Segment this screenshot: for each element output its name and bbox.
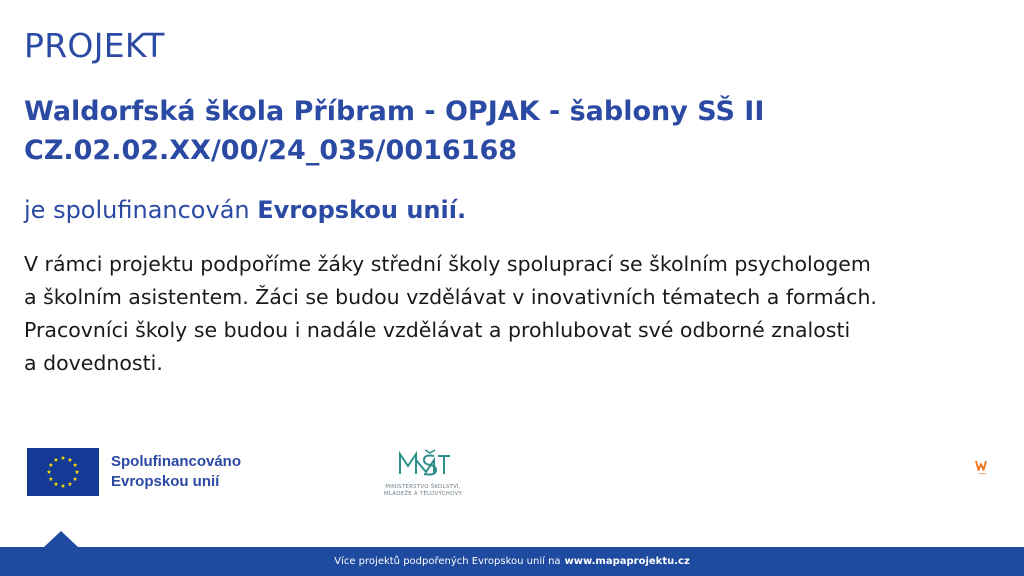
eu-flag-icon	[27, 448, 99, 496]
eu-star-icon	[68, 457, 73, 461]
eu-star-icon	[73, 463, 78, 467]
description-line: a dovednosti.	[24, 351, 163, 375]
msmt-caption-line: MINISTERSTVO ŠKOLSTVÍ,	[385, 484, 461, 490]
cofinancing-emphasis: Evropskou unií.	[257, 196, 467, 224]
msmt-logo	[368, 448, 478, 504]
eu-star-icon	[75, 470, 80, 474]
cofinancing-prefix: je spolufinancován	[24, 196, 250, 224]
description-line: V rámci projektu podpoříme žáky střední školy spoluprací se školním psychologem	[24, 252, 871, 276]
project-description	[24, 248, 984, 380]
eu-cofinancing-logo	[27, 448, 241, 496]
eu-star-icon	[68, 482, 73, 486]
eu-star-icon	[49, 477, 54, 481]
eu-star-icon	[54, 457, 59, 461]
page-heading: PROJEKT	[24, 26, 165, 65]
description-line: Pracovníci školy se budou i nadále vzdělávat a prohlubovat své odborné znalosti	[24, 318, 851, 342]
msmt-caption	[368, 484, 478, 498]
footer-bar	[0, 547, 1024, 576]
eu-star-icon	[61, 456, 66, 460]
school-w-logo-icon	[975, 458, 989, 476]
eu-logo-line: Spolufinancováno	[111, 453, 242, 470]
msmt-monogram-icon	[368, 448, 478, 482]
footer-text: Více projektů podpořených Evropskou unií na	[334, 556, 561, 567]
eu-star-icon	[73, 477, 78, 481]
eu-logo-text	[111, 452, 241, 492]
project-title	[24, 92, 764, 170]
description-line: a školním asistentem. Žáci se budou vzdělávat v inovativních tématech a formách.	[24, 285, 877, 309]
footer-link[interactable]: www.mapaprojektu.cz	[564, 556, 690, 567]
eu-star-icon	[61, 484, 66, 488]
eu-star-icon	[47, 470, 52, 474]
eu-logo-line: Evropskou unií	[111, 473, 220, 490]
eu-star-icon	[49, 463, 54, 467]
cofinancing-statement	[24, 196, 466, 224]
eu-star-icon	[54, 482, 59, 486]
project-number-line: CZ.02.02.XX/00/24_035/0016168	[24, 135, 518, 166]
msmt-caption-line: MLÁDEŽE A TĚLOVÝCHOVY	[383, 491, 463, 497]
footer-tab-triangle	[44, 531, 78, 547]
project-name-line: Waldorfská škola Příbram - OPJAK - šablony SŠ II	[24, 96, 765, 127]
